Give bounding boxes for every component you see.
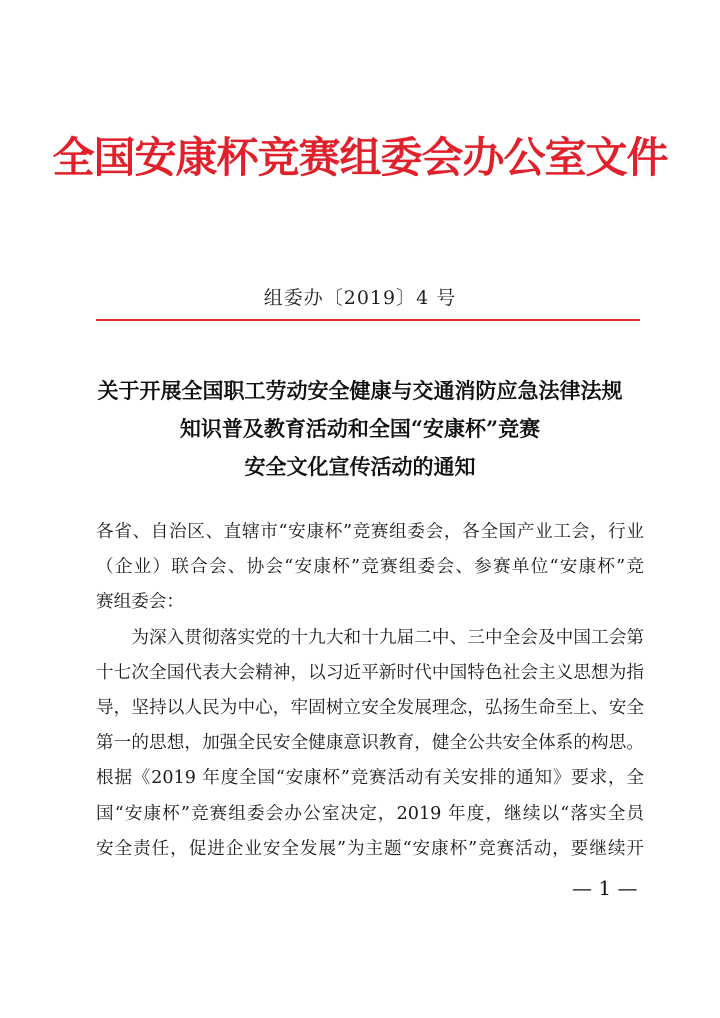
red-separator-rule [96, 319, 640, 321]
body-line: 为深入贯彻落实党的十九大和十九届二中、三中全会及中国工会第 [96, 627, 644, 648]
body-line: 各省、自治区、直辖市“安康杯”竞赛组委会，各全国产业工会，行业 [96, 522, 644, 542]
document-number: 组委办〔2019〕4 号 [263, 287, 457, 309]
body-line: 赛组委会： [96, 592, 184, 613]
document-header-title: 全国安康杯竞赛组委会办公室文件 [52, 133, 668, 182]
notice-title-line: 知识普及教育活动和全国“安康杯”竞赛 [179, 416, 541, 441]
notice-title-line: 关于开展全国职工劳动安全健康与交通消防应急法律法规 [97, 378, 623, 403]
body-line: 导，坚持以人民为中心，牢固树立安全发展理念，弘扬生命至上、安全 [96, 697, 644, 718]
notice-title-line: 安全文化宣传活动的通知 [244, 454, 476, 479]
page-number: — 1 — [572, 876, 638, 900]
body-line: （企业）联合会、协会“安康杯”竞赛组委会、参赛单位“安康杯”竞 [96, 557, 644, 578]
notice-title [0, 372, 720, 486]
body-text [96, 515, 644, 867]
body-line: 国“安康杯”竞赛组委会办公室决定，2019 年度，继续以“落实全员 [96, 803, 644, 824]
body-line: 安全责任，促进企业安全发展”为主题“安康杯”竞赛活动，要继续开 [96, 838, 644, 859]
body-line: 第一的思想，加强全民安全健康意识教育，健全公共安全体系的构思。 [96, 733, 644, 754]
body-line: 根据《2019 年度全国“安康杯”竞赛活动有关安排的通知》要求，全 [96, 768, 644, 789]
body-line: 十七次全国代表大会精神，以习近平新时代中国特色社会主义思想为指 [96, 662, 644, 683]
